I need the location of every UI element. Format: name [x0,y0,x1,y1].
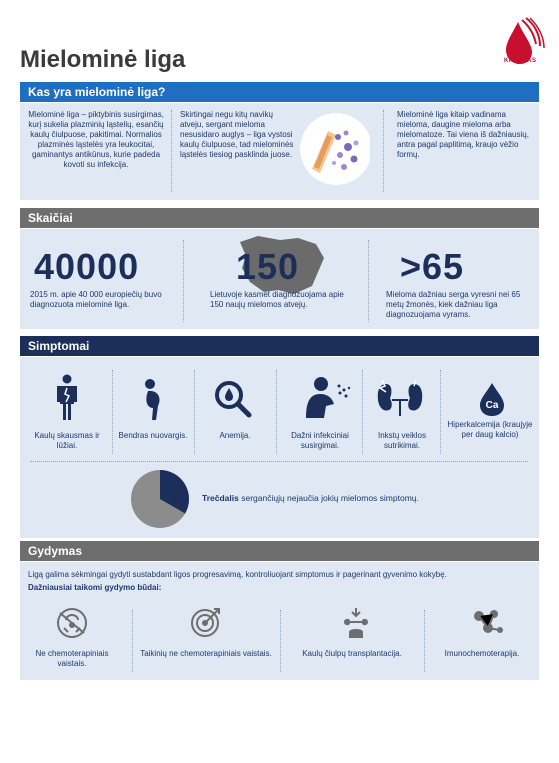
stat-number-age: >65 [400,246,465,287]
divider [30,461,528,462]
what-is-col2: Skirtingai negu kitų navikų atveju, sergant mieloma nesusidaro auglys – liga vystosi kaulų čiulpuose, tad mielominės ląstelės tiesiog pasklinda juose. [180,110,294,159]
bone-marrow-cells-icon [298,109,370,187]
treatment-label: Ne chemoterapiniais vaistais. [35,649,109,668]
magnifier-blood-drop-icon [214,380,252,418]
divider [276,370,277,454]
treatment-intro: Ligą galima sėkmingai gydyti sustabdant ligos progresavimą, kontroliuojant simptomus ir pagerinant gyvenimo kokybę. [28,570,447,579]
divider [368,240,369,322]
symptom-label: Bendras nuovargis. [118,431,188,440]
target-icon [190,606,222,638]
stat-text-lithuania: Lietuvoje kasmet diagnozuojama apie 150 naujų mielomos atvejų. [210,290,344,309]
immunochemo-icon [470,608,504,638]
one-third-pie-icon [130,469,190,529]
what-is-col3: Mielominė liga kitaip vadinama mieloma, daugine mieloma arba mielomatoze. Tai viena iš dažniausių, antra pagal paplitimą, kraujo vėžio formų. [397,110,529,159]
section-heading-stats: Skaičiai [20,208,539,228]
section-heading-what-is: Kas yra mielominė liga? [20,82,539,102]
divider [112,370,113,454]
section-heading-symptoms: Simptomai [20,336,539,356]
calcium-badge: Ca [485,400,499,411]
pie-caption [202,493,502,503]
treatment-subheading: Dažniausiai taikomi gydymo būdai: [28,583,162,592]
pie-caption-bold: Trečdalis [202,493,239,503]
coughing-person-icon [304,376,352,420]
divider [280,610,281,672]
symptom-label: Inkstų veiklos sutrikimai. [377,431,427,450]
symptom-label: Hiperkalcemija (kraujyje per daug kalcio) [447,420,533,439]
divider [424,610,425,672]
divider [132,610,133,672]
logo-text: KRAUJAS [504,58,537,64]
symptom-label: Dažni infekciniai susirgimai. [291,431,349,450]
section-heading-treatment: Gydymas [20,541,539,561]
treatment-label: Imunochemoterapija. [444,649,520,658]
symptom-label: Anemija. [219,431,251,440]
divider [362,370,363,454]
fracture-person-icon [54,374,80,422]
no-chemo-icon [52,606,92,640]
divider [183,240,184,322]
bone-marrow-transplant-icon [340,606,372,640]
symptom-label: Kaulų skausmas ir lūžiai. [34,431,100,450]
pie-caption-rest: sergančiųjų nejaučia jokių mielomos simptomų. [238,493,419,503]
weak-person-icon [140,378,166,422]
treatment-label: Kaulų čiulpų transplantacija. [302,649,402,658]
kidneys-icon [376,378,424,418]
divider [383,110,384,192]
divider [171,110,172,192]
divider [440,370,441,454]
what-is-col1: Mielominė liga – piktybinis susirgimas, kurį sukelia plazminių ląstelių, esančių kaulų čiulpuose, pakitimai. Normalios plazminės ląstelės yra leukocitai, gaminantys antikūnus, kurie padeda kovoti su infekcija. [28,110,164,169]
calcium-drop-icon [478,383,506,417]
stat-text-age: Mieloma dažniau serga vyresni nei 65 metų žmonės, kiek dažniau liga diagnozuojama vyrams. [386,290,521,319]
stat-text-europe: 2015 m. apie 40 000 europiečių buvo diagnozuota mielominė liga. [30,290,162,309]
stat-number-lithuania: 150 [236,246,300,287]
treatment-label: Taikinių ne chemoterapiniais vaistais. [140,649,272,658]
stat-number-europe: 40000 [34,246,140,287]
divider [194,370,195,454]
page-title: Mielominė liga [20,46,186,73]
